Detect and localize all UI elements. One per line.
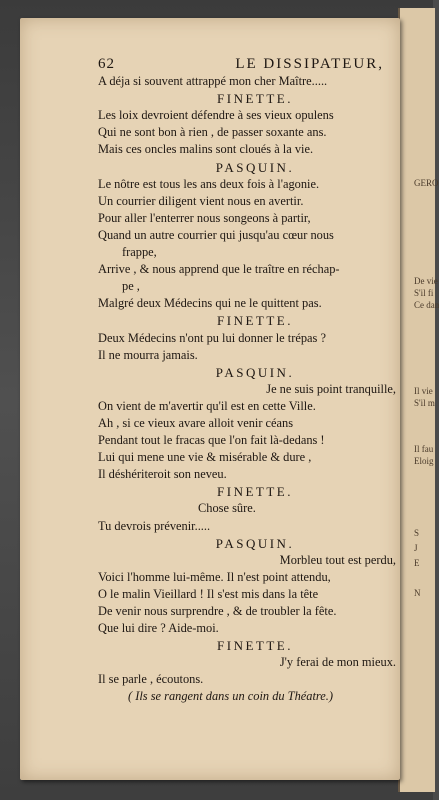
- page-text-block: [98, 56, 402, 706]
- verse-lines: [98, 73, 402, 705]
- verse-line: Mais ces oncles malins sont cloués à la vie.: [98, 142, 314, 157]
- page-number: 62: [98, 56, 115, 72]
- speaker-name: PASQUIN.: [215, 364, 295, 380]
- verse-line: Un courrier diligent vient nous en avertir.: [98, 193, 304, 208]
- speaker-name: FINETTE.: [217, 313, 293, 329]
- adjacent-page-fragment: J: [414, 543, 418, 553]
- adjacent-page-fragment: E: [414, 558, 420, 568]
- verse-line: Malgré deux Médecins qui ne le quittent pas.: [98, 296, 322, 311]
- speaker-name: PASQUIN.: [215, 535, 295, 551]
- adjacent-page-fragment: De vie: [414, 276, 438, 286]
- verse-line: Pendant tout le fracas que l'on fait là-dedans !: [98, 433, 325, 448]
- verse-line: Que lui dire ? Aide-moi.: [98, 621, 219, 636]
- adjacent-page-fragment: GERO: [414, 178, 439, 188]
- verse-line: Deux Médecins n'ont pu lui donner le trépas ?: [98, 330, 326, 345]
- verse-line: Il se parle , écoutons.: [98, 672, 204, 687]
- adjacent-page-fragment: Il vie: [414, 386, 433, 396]
- verse-line: Qui ne sont bon à rien , de passer soxante ans.: [98, 125, 327, 140]
- verse-line: J'y ferai de mon mieux.: [279, 655, 396, 670]
- verse-line: Le nôtre est tous les ans deux fois à l'agonie.: [98, 176, 320, 191]
- verse-line: Lui qui mene une vie & misérable & dure ,: [98, 450, 312, 465]
- adjacent-page-fragment: Eloig: [414, 456, 434, 466]
- verse-line: A déja si souvent attrappé mon cher Maître.....: [98, 74, 328, 89]
- verse-line: Morbleu tout est perdu,: [279, 552, 396, 567]
- adjacent-page-fragment: N: [414, 588, 421, 598]
- verse-line: Arrive , & nous apprend que le traître en réchap-: [98, 262, 340, 277]
- verse-line: Les loix devroient défendre à ses vieux opulens: [98, 108, 334, 123]
- speaker-name: FINETTE.: [217, 638, 293, 654]
- verse-line: Tu devrois prévenir.....: [98, 518, 211, 533]
- adjacent-page-edge: [398, 8, 439, 792]
- verse-line: O le malin Vieillard ! Il s'est mis dans la tête: [98, 586, 319, 601]
- verse-line: Voici l'homme lui-même. Il n'est point attendu,: [98, 569, 331, 584]
- stage-direction: ( Ils se rangent dans un coin du Théatre.): [128, 689, 333, 704]
- adjacent-page-fragment: Il fau: [414, 444, 434, 454]
- verse-line: Chose sûre.: [198, 501, 256, 516]
- verse-line: pe ,: [122, 279, 140, 294]
- speaker-name: FINETTE.: [217, 484, 293, 500]
- verse-line: Pour aller l'enterrer nous songeons à partir,: [98, 210, 311, 225]
- verse-line: frappe,: [122, 245, 157, 260]
- adjacent-page-fragment: S: [414, 528, 420, 538]
- adjacent-page-fragment: Ce dan: [414, 300, 439, 310]
- verse-line: Il déshériteroit son neveu.: [98, 467, 227, 482]
- verse-line: On vient de m'avertir qu'il est en cette Ville.: [98, 398, 316, 413]
- adjacent-page-fragment: S'il m: [414, 398, 435, 408]
- running-header: [98, 56, 402, 73]
- speaker-name: PASQUIN.: [215, 159, 295, 175]
- speaker-name: FINETTE.: [217, 91, 293, 107]
- verse-line: Ah , si ce vieux avare alloit venir céans: [98, 415, 294, 430]
- adjacent-page-fragment: S'il fi: [414, 288, 434, 298]
- verse-line: Quand un autre courrier qui jusqu'au cœur nous: [98, 227, 334, 242]
- verse-line: De venir nous surprendre , & de troubler la fête.: [98, 604, 337, 618]
- verse-line: Il ne mourra jamais.: [98, 347, 198, 362]
- verse-line: Je ne suis point tranquille,: [266, 381, 396, 396]
- running-title: LE DISSIPATEUR,: [235, 56, 384, 72]
